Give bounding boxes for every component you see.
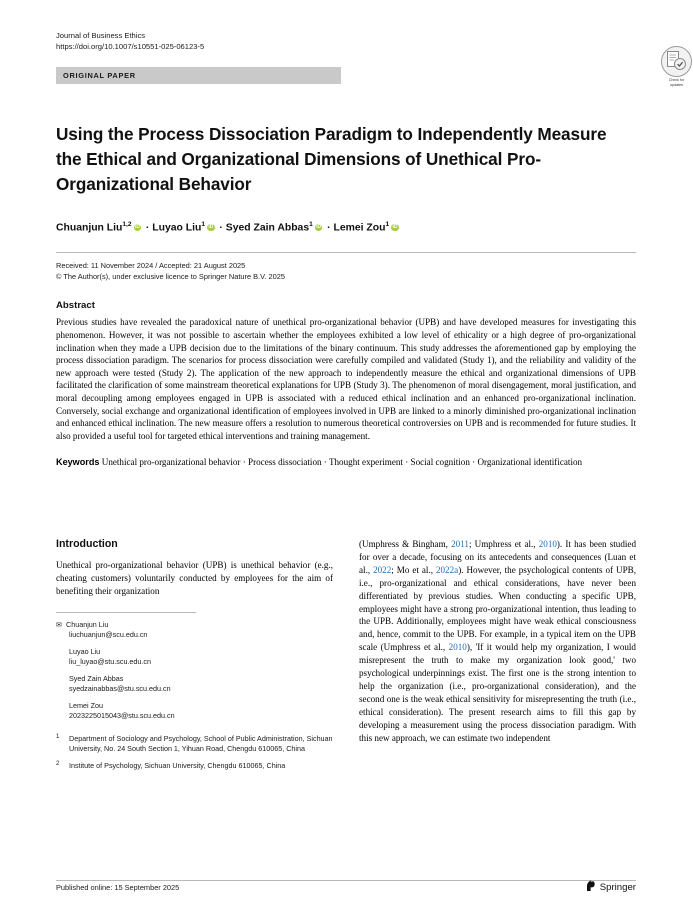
affiliation-number: 2 [56,760,60,767]
author-contact-name: Luyao Liu [69,646,101,656]
paragraph-text: ; Umphress et al., [468,539,539,549]
author-name: Lemei Zou [333,222,386,234]
springer-mark-icon [585,879,596,895]
correspondence-block [56,620,333,721]
author-name: Chuanjun Liu [56,222,123,234]
keywords-label: Keywords [56,457,100,468]
citation-link[interactable]: 2010 [538,539,557,549]
author-affil-marker: 1 [201,221,206,228]
paragraph-text: ). It has been studied for over a decade, focusing on its antecedents and consequences (Luan et al., [359,539,636,575]
abstract-heading: Abstract [56,300,95,312]
keywords-text: Unethical pro-organizational behavior · Process dissociation · Thought experiment · Social cognition · Organizational identification [101,457,583,468]
author-contact-email[interactable]: 2023225015043@stu.scu.edu.cn [69,710,175,720]
affiliation [56,734,333,754]
author-contact [56,701,333,721]
author-separator: · [324,222,334,234]
crossmark-glyph [667,51,686,71]
author-contact [56,674,333,694]
publisher-logo [585,879,636,895]
envelope-icon: ✉ [56,619,63,629]
keywords-block [56,456,636,469]
affiliation [56,761,333,771]
paragraph-text: ; Mo et al., [391,564,436,575]
badge-line-2: updates [670,83,683,88]
paragraph-text: (Umphress & Bingham, [359,539,452,549]
copyright-line: © The Author(s), under exclusive licence to Springer Nature B.V. 2025 [56,271,285,281]
corresponding-author [56,620,333,640]
citation-link[interactable]: 2010 [448,642,467,653]
author-contact-email[interactable]: liu_luyao@stu.scu.edu.cn [69,656,152,666]
author-contact-name: Syed Zain Abbas [69,673,124,683]
orcid-icon[interactable] [391,224,399,232]
affiliation-text: Institute of Psychology, Sichuan University, Chengdu 610065, China [69,760,286,770]
check-for-updates-icon [661,46,692,77]
citation-link[interactable]: 2011 [451,539,469,549]
abstract-text: Previous studies have revealed the paradoxical nature of unethical pro-organizational behavior (UPB) and have developed measures for investigating this phenomenon. However, it was not possible to ascertain whether the employees exhibited a low level of ethicality or a high degree of pro-organizational inclination when they made a UPB decision due to the limitations of the binary continuum. This study addresses the aforementioned gap by employing the process dissociation paradigm. The scenarios for process dissociation were carefully compiled and validated (Study 1), and the reliability and validity of the new approach were tested (Study 2). The application of the new approach to independently measure the ethical and organizational dimensions of UPB facilitated the clarification of some mainstream theoretical explanations for UPB (Study 3). The phenomenon of moral disengagement, moral justification, and moral decoupling among employees engaged in UPB is associated with a reduced ethical inclination and an enhanced pro-organizational inclination. Conversely, social exchange and organizational identification of employees involved in UPB are linked to a minorly diminished pro-organizational inclination and enhanced ethical inclination. The new measure offers a resolution to numerous theoretical controversies on UPB and is recommended for future studies. It also provided a useful tool for targeted ethical interventions and training management. [56,317,636,441]
affiliation-number: 1 [56,733,60,740]
author-separator: · [143,222,153,234]
corresponding-author-email[interactable]: liuchuanjun@scu.edu.cn [69,629,148,639]
author-contact [56,647,333,667]
journal-name: Journal of Business Ethics [56,31,146,40]
affiliation-text: Department of Sociology and Psychology, School of Public Administration, Sichuan University, No. 24 South Section 1, Yihuan Road, Chengdu 610065, China [69,733,333,753]
divider [56,252,636,253]
introduction-heading: Introduction [56,538,118,550]
citation-link[interactable]: 2022a [435,564,459,575]
author-affil-marker: 1 [309,221,313,228]
column-left [56,538,333,778]
correspondence-divider [56,612,196,613]
article-type-label: ORIGINAL PAPER [63,71,136,80]
author-contact-name: Lemei Zou [69,700,103,710]
page-header-block [56,30,636,469]
author-list [56,217,636,236]
author-affil-marker: 1,2 [122,221,132,228]
article-type-row [56,67,636,84]
author-name: Syed Zain Abbas [225,222,310,234]
orcid-icon[interactable] [315,224,323,232]
two-column-body [56,538,636,868]
check-for-updates-badge[interactable] [660,46,693,88]
paragraph-text: ), 'If it would help my organization, I would misrepresent the truth to make my organization look good,' two psychological underpinnings exist. The first one is the strong intention to help the organization (i.e., pro-organizational consideration), and the second one is the weak ethical sensitivity for misrepresenting the truth (i.e., ethical consideration). The present research aims to fill this gap by developing a measurement using the process dissociation paradigm. With this new approach, we can estimate two independent [359,642,636,743]
author-contact-email[interactable]: syedzainabbas@stu.scu.edu.cn [69,683,171,693]
column-right [359,538,636,745]
published-online: Published online: 15 September 2025 [56,882,180,892]
received-dates [56,261,636,282]
author-affil-marker: 1 [385,221,390,228]
citation-link[interactable]: 2022 [373,564,392,575]
author-name: Luyao Liu [152,222,202,234]
page-footer [56,879,636,895]
springer-knight-glyph [585,879,596,892]
publisher-name: Springer [599,881,636,893]
introduction-paragraph-right [359,538,636,745]
corresponding-author-name: Chuanjun Liu [66,619,109,629]
corresponding-author-line [56,620,333,630]
page-title: Using the Process Dissociation Paradigm to Independently Measure the Ethical and Organizational Dimensions of Unethical Pro-Organizational Behavior [56,124,607,194]
introduction-paragraph-left: Unethical pro-organizational behavior (UPB) is unethical behavior (e.g., cheating customers) voluntarily conducted by employees for the aim of benefiting their organization [56,560,333,596]
badge-line-1: Check for [668,78,685,82]
received-line: Received: 11 November 2024 / Accepted: 21 August 2025 [56,261,246,271]
orcid-icon[interactable] [134,224,142,232]
paragraph-text: ). However, the psychological contents of UPB, i.e., pro-organizational and ethical considerations, have never been differentiated by previous studies. When conducting a specific UPB, employees might have a strong pro-organizational intention, thus leading to the UPB. Additionally, employees might have weak ethical consciousness and, hence, commit to the UPB. For example, in a typical item on the UPB scale (Umphress et al., [359,564,636,653]
article-type-banner [56,67,341,84]
author-separator: · [216,222,226,234]
journal-doi[interactable]: https://doi.org/10.1007/s10551-025-06123-5 [56,42,205,51]
orcid-icon[interactable] [207,224,215,232]
